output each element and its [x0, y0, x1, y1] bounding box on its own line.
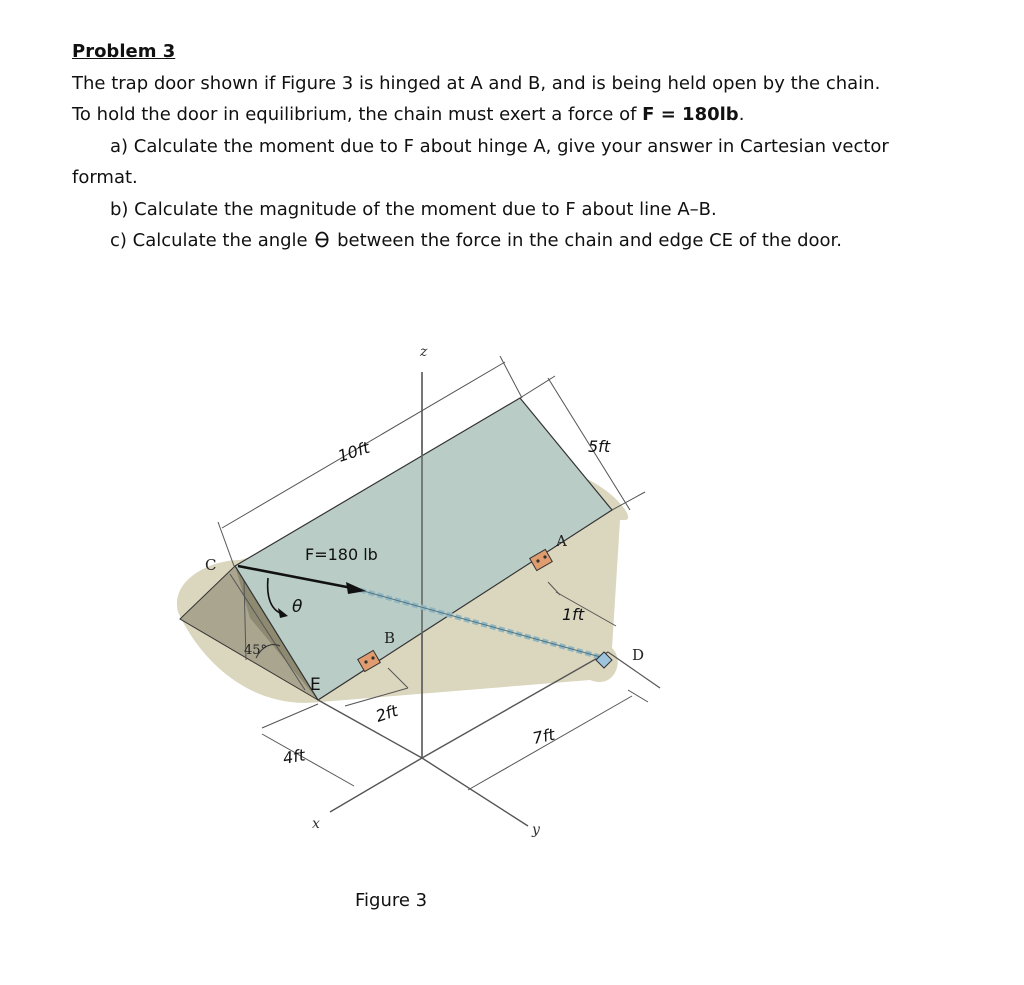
dimension-1ft-label: 1ft [562, 605, 585, 624]
part-b: b) Calculate the magnitude of the moment due to F about line A–B. [110, 198, 717, 220]
angle-45-label: 45° [244, 643, 268, 658]
part-c-text-post: between the force in the chain and edge CE of the door. [331, 230, 843, 251]
dimension-10ft-label: 10ft [335, 437, 372, 466]
dimension-4ft-label: 4ft [281, 745, 307, 768]
figure-caption: Figure 3 [355, 890, 428, 911]
problem-intro-line-1: The trap door shown if Figure 3 is hinged at A and B, and is being held open by the chain. [72, 72, 881, 94]
dimension-2ft-label: 2ft [373, 700, 401, 726]
x-axis-label: x [312, 816, 320, 832]
y-axis-label: y [532, 822, 540, 838]
floor-line-e [318, 700, 422, 758]
point-b-label: B [384, 629, 396, 647]
force-label: F=180 lb [305, 545, 378, 564]
point-e-label: E [310, 675, 321, 695]
point-a-label: A [556, 532, 567, 550]
point-c-label: C [205, 556, 217, 574]
intro-text: To hold the door in equilibrium, the chain must exert a force of [72, 104, 643, 125]
point-d-label: D [632, 646, 645, 664]
dimension-7ft-label: 7ft [530, 724, 557, 748]
z-axis-label: z [420, 344, 428, 360]
dimension-4ft [262, 704, 354, 786]
theta-label: θ [292, 597, 303, 617]
dimension-7ft [468, 690, 648, 790]
x-axis-line [330, 758, 422, 812]
part-c-text-pre: c) Calculate the angle [110, 230, 314, 251]
y-axis-line [422, 758, 528, 826]
force-value: F = 180lb [642, 104, 739, 125]
problem-title: Problem 3 [72, 41, 176, 62]
dimension-5ft-label: 5ft [588, 437, 611, 456]
intro-period: . [738, 104, 745, 125]
part-a-continued: format. [72, 167, 138, 188]
part-a: a) Calculate the moment due to F about hinge A, give your answer in Cartesian vector [110, 135, 889, 157]
